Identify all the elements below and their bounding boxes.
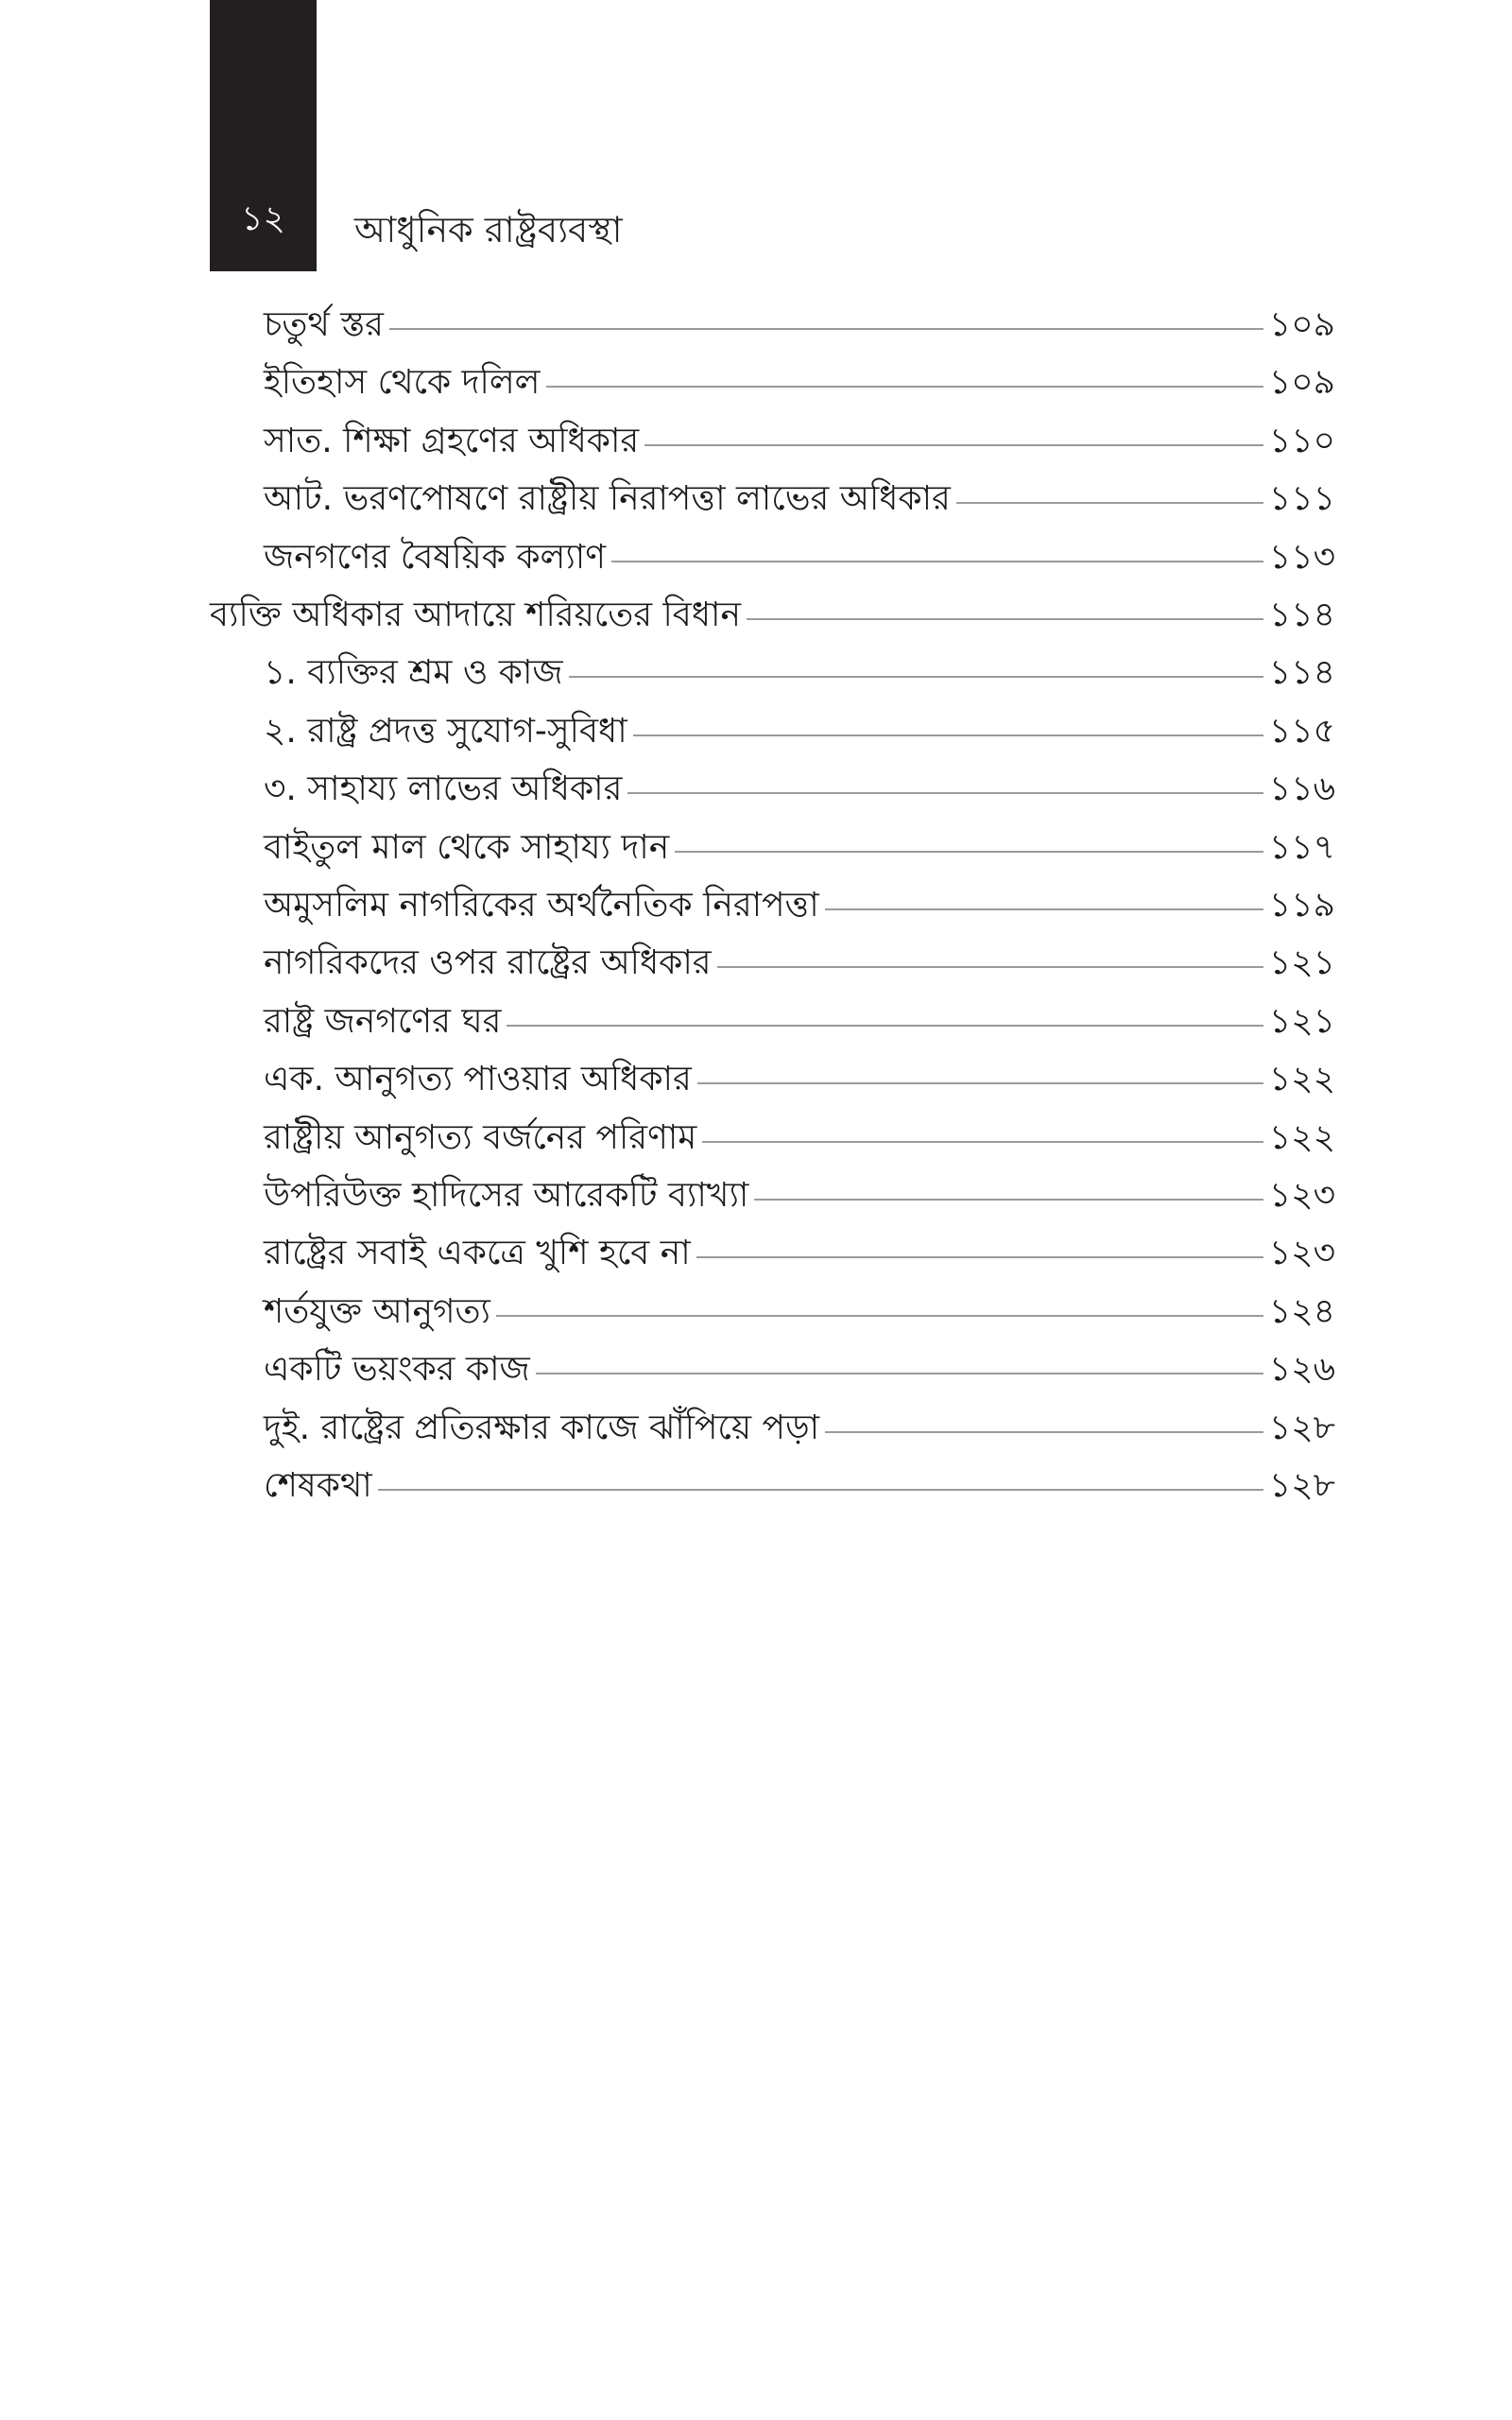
toc-entry-title: চতুর্থ স্তর (264, 305, 384, 344)
toc-entry-page: ১১৬ (1268, 769, 1335, 808)
toc-leader-line (633, 735, 1263, 736)
toc-entry (264, 998, 1335, 1049)
toc-entry-title: ২. রাষ্ট্র প্রদত্ত সুযোগ-সুবিধা (264, 712, 627, 751)
toc-leader-line (611, 561, 1263, 562)
toc-entry (264, 649, 1335, 700)
toc-entry-title: অমুসলিম নাগরিকের অর্থনৈতিক নিরাপত্তা (264, 886, 819, 925)
toc-entry (264, 1230, 1335, 1281)
toc-entry-page: ১১৪ (1268, 596, 1335, 634)
toc-entry (264, 1172, 1335, 1223)
toc-entry-page: ১২২ (1268, 1060, 1335, 1098)
toc-leader-line (644, 444, 1263, 446)
toc-leader-line (546, 386, 1263, 388)
toc-entry-page: ১১৫ (1268, 712, 1335, 751)
toc-leader-line (627, 792, 1263, 794)
toc-entry-page: ১১১ (1268, 479, 1335, 518)
toc-entry (264, 1462, 1335, 1513)
toc-leader-line (507, 1025, 1263, 1027)
toc-entry-page: ১২৪ (1268, 1292, 1335, 1331)
toc-leader-line (825, 1431, 1263, 1433)
toc-entry-page: ১০৯ (1268, 305, 1335, 344)
toc-entry-page: ১২৩ (1268, 1234, 1335, 1272)
toc-leader-line (825, 908, 1263, 910)
toc-entry-page: ১১৭ (1268, 828, 1335, 867)
toc-entry-title: নাগরিকদের ওপর রাষ্ট্রের অধিকার (264, 943, 712, 982)
toc-entry (264, 359, 1335, 410)
running-title: আধুনিক রাষ্ট্রব্যবস্থা (354, 209, 623, 251)
toc-entry-title: ইতিহাস থেকে দলিল (264, 363, 541, 402)
toc-entry-title: দুই. রাষ্ট্রের প্রতিরক্ষার কাজে ঝাঁপিয়ে পড়া (264, 1409, 820, 1447)
toc-entry-page: ১১৯ (1268, 886, 1335, 925)
toc-entry-page: ১১৩ (1268, 538, 1335, 577)
toc-entry-title: উপরিউক্ত হাদিসের আরেকটি ব্যাখ্যা (264, 1176, 749, 1215)
toc-entry-page: ১০৯ (1268, 363, 1335, 402)
toc-leader-line (378, 1489, 1263, 1491)
toc-entry (264, 1056, 1335, 1107)
toc-entry (264, 1288, 1335, 1340)
toc-leader-line (956, 502, 1263, 504)
toc-entry-page: ১১৪ (1268, 653, 1335, 692)
toc-entry (210, 592, 1335, 643)
toc-entry-title: শর্তযুক্ত আনুগত্য (264, 1292, 490, 1331)
toc-entry-title: বাইতুল মাল থেকে সাহায্য দান (264, 828, 670, 867)
toc-entry-title: জনগণের বৈষয়িক কল্যাণ (264, 538, 607, 577)
toc-entry-title: রাষ্ট্রের সবাই একত্রে খুশি হবে না (264, 1234, 691, 1272)
toc-leader-line (717, 966, 1263, 968)
toc-leader-line (747, 618, 1263, 620)
page-number: ১২ (241, 199, 285, 238)
toc-entry (264, 1405, 1335, 1456)
toc-entry-page: ১২২ (1268, 1118, 1335, 1157)
toc-entry (264, 708, 1335, 759)
toc-entry (264, 1115, 1335, 1166)
toc-leader-line (675, 851, 1263, 853)
toc-entry-page: ১২৬ (1268, 1350, 1335, 1389)
toc-entry-title: এক. আনুগত্য পাওয়ার অধিকার (264, 1060, 692, 1098)
toc-entry-page: ১২৮ (1268, 1466, 1335, 1505)
toc-leader-line (702, 1141, 1263, 1143)
toc-entry (264, 1346, 1335, 1397)
toc-entry (264, 882, 1335, 933)
toc-entry-title: রাষ্ট্র জনগণের ঘর (264, 1002, 502, 1041)
toc-leader-line (496, 1315, 1263, 1317)
toc-entry-page: ১২৮ (1268, 1409, 1335, 1447)
toc-entry-title: ৩. সাহায্য লাভের অধিকার (264, 769, 623, 808)
toc-leader-line (697, 1082, 1263, 1084)
toc-entry-title: সাত. শিক্ষা গ্রহণের অধিকার (264, 422, 640, 460)
toc-entry (264, 940, 1335, 991)
toc-entry-title: আট. ভরণপোষণে রাষ্ট্রীয় নিরাপত্তা লাভের অধিকার (264, 479, 951, 518)
toc-entry (264, 475, 1335, 527)
toc-leader-line (696, 1256, 1263, 1258)
toc-entry-page: ১১০ (1268, 422, 1335, 460)
toc-leader-line (389, 328, 1263, 330)
toc-entry-title: একটি ভয়ংকর কাজ (264, 1350, 530, 1389)
toc-entry (264, 302, 1335, 353)
toc-entry-page: ১২১ (1268, 1002, 1335, 1041)
toc-entry-title: ১. ব্যক্তির শ্রম ও কাজ (264, 653, 563, 692)
toc-entry-title: শেষকথা (264, 1466, 372, 1505)
toc-leader-line (754, 1199, 1263, 1201)
toc-entry-title: ব্যক্তি অধিকার আদায়ে শরিয়তের বিধান (210, 596, 741, 634)
toc-entry (264, 534, 1335, 585)
toc-entry (264, 766, 1335, 817)
toc-entry (264, 824, 1335, 875)
toc-leader-line (536, 1373, 1263, 1374)
toc-entry (264, 418, 1335, 469)
toc-entry-title: রাষ্ট্রীয় আনুগত্য বর্জনের পরিণাম (264, 1118, 697, 1157)
toc-leader-line (569, 676, 1263, 678)
toc-entry-page: ১২১ (1268, 943, 1335, 982)
toc-entry-page: ১২৩ (1268, 1176, 1335, 1215)
